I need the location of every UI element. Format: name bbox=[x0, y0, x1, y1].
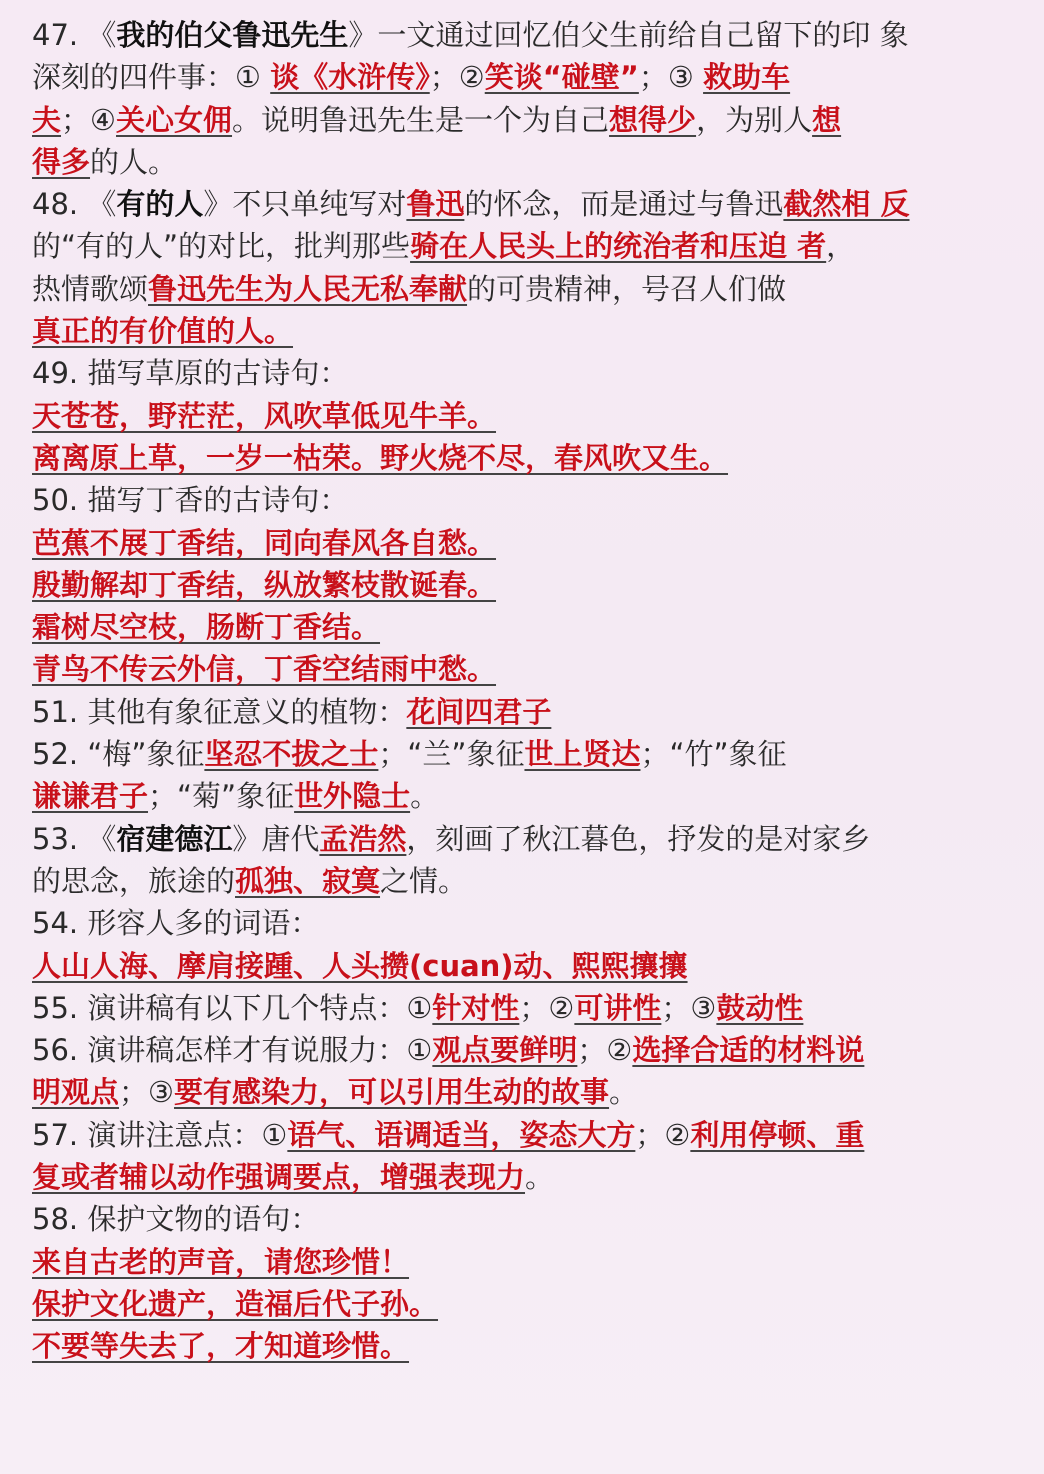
note-line bbox=[32, 310, 1022, 352]
answer-text: 利用停顿、重 bbox=[690, 1117, 865, 1152]
work-title: 宿建德江 bbox=[116, 821, 233, 856]
question-text: ；② bbox=[577, 1033, 633, 1068]
question-text: 58. 保护文物的语句： bbox=[32, 1202, 320, 1237]
answer-text: 得多 bbox=[32, 144, 91, 179]
note-line bbox=[32, 902, 1022, 944]
question-text: 之情。 bbox=[380, 863, 468, 898]
question-text: ；“竹”象征 bbox=[640, 737, 787, 772]
question-text: ；② bbox=[429, 60, 485, 95]
note-line bbox=[32, 860, 1022, 902]
answer-text: 鲁迅先生为人民无私奉献 bbox=[148, 271, 468, 306]
answer-text: 真正的有价值的人。 bbox=[32, 314, 294, 349]
answer-text: 复或者辅以动作强调要点，增强表现力 bbox=[32, 1160, 526, 1195]
answer-text: 想得少 bbox=[609, 102, 697, 137]
note-line bbox=[32, 183, 1022, 225]
answer-text: 世上贤达 bbox=[524, 737, 641, 772]
question-text: 。说明鲁迅先生是一个为自己 bbox=[232, 102, 610, 137]
answer-text: 天苍苍，野茫茫，风吹草低见牛羊。 bbox=[32, 398, 497, 433]
question-text: 48. 《 bbox=[32, 187, 117, 222]
answer-text: 关心女佣 bbox=[116, 102, 233, 137]
question-text: ；③ bbox=[661, 990, 717, 1025]
note-line bbox=[32, 352, 1022, 394]
question-text: 51. 其他有象征意义的植物： bbox=[32, 694, 407, 729]
question-text: 56. 演讲稿怎样才有说服力：① bbox=[32, 1033, 433, 1068]
answer-text: 要有感染力，可以引用生动的故事 bbox=[174, 1075, 610, 1110]
answer-text: 夫 bbox=[32, 102, 62, 137]
note-line bbox=[32, 1156, 1022, 1198]
question-text: 54. 形容人多的词语： bbox=[32, 906, 320, 941]
question-text: 57. 演讲注意点：① bbox=[32, 1117, 288, 1152]
note-line bbox=[32, 945, 1022, 987]
answer-text: 青鸟不传云外信，丁香空结雨中愁。 bbox=[32, 652, 497, 687]
answer-text: 离离原上草，一岁一枯荣。野火烧不尽，春风吹又生。 bbox=[32, 440, 729, 475]
question-text: 深刻的四件事：① bbox=[32, 60, 271, 95]
question-text: 50. 描写丁香的古诗句： bbox=[32, 483, 349, 518]
answer-text: 明观点 bbox=[32, 1075, 120, 1110]
question-text: 》一文通过回忆伯父生前给自己留下的印 象 bbox=[348, 18, 909, 52]
question-text: 热情歌颂 bbox=[32, 271, 149, 306]
question-text: ；④ bbox=[61, 102, 117, 137]
question-text: ；② bbox=[635, 1117, 691, 1152]
note-line bbox=[32, 225, 1022, 267]
answer-text: 保护文化遗产，造福后代子孙。 bbox=[32, 1286, 439, 1321]
answer-text: 鲁迅 bbox=[406, 187, 465, 222]
note-line bbox=[32, 1241, 1022, 1283]
note-line bbox=[32, 987, 1022, 1029]
work-title: 有的人 bbox=[116, 187, 204, 222]
answer-text: 选择合适的材料说 bbox=[632, 1033, 865, 1068]
note-line bbox=[32, 733, 1022, 775]
answer-text: 霜树尽空枝，肠断丁香结。 bbox=[32, 610, 381, 645]
note-line bbox=[32, 648, 1022, 690]
note-line bbox=[32, 564, 1022, 606]
answer-text: 世外隐士 bbox=[294, 779, 411, 814]
question-text: ；③ bbox=[638, 60, 704, 95]
note-line bbox=[32, 1114, 1022, 1156]
answer-text: 孤独、寂寞 bbox=[235, 863, 381, 898]
notes-content bbox=[32, 14, 1022, 1368]
answer-text: 语气、语调适当，姿态大方 bbox=[287, 1117, 636, 1152]
question-text: 52. “梅”象征 bbox=[32, 737, 205, 772]
question-text: 55. 演讲稿有以下几个特点：① bbox=[32, 990, 433, 1025]
question-text: 53. 《 bbox=[32, 821, 117, 856]
answer-text: 笑谈“碰壁” bbox=[484, 60, 639, 95]
answer-text: 谈《水浒传》 bbox=[270, 60, 430, 95]
answer-text: 人山人海、摩肩接踵、人头攒(cuan)动、熙熙攘攘 bbox=[32, 948, 688, 983]
note-line bbox=[32, 1029, 1022, 1071]
answer-text: 坚忍不拔之士 bbox=[204, 737, 379, 772]
note-line bbox=[32, 522, 1022, 564]
note-line bbox=[32, 775, 1022, 817]
answer-text: 骑在人民头上的统治者和压迫 者 bbox=[410, 229, 827, 264]
question-text: ，刻画了秋江暮色，抒发的是对家乡 bbox=[406, 821, 871, 856]
question-text: 的人。 bbox=[90, 144, 178, 179]
question-text: 47. 《 bbox=[32, 18, 117, 52]
answer-text: 芭蕉不展丁香结，同向春风各自愁。 bbox=[32, 525, 497, 560]
question-text: ；③ bbox=[119, 1075, 175, 1110]
answer-text: 来自古老的声音，请您珍惜！ bbox=[32, 1244, 410, 1279]
answer-text: 救助车 bbox=[703, 60, 791, 95]
answer-text: 截然相 反 bbox=[783, 187, 910, 222]
note-line bbox=[32, 56, 1022, 98]
note-line bbox=[32, 1198, 1022, 1240]
note-line bbox=[32, 14, 1022, 56]
note-line bbox=[32, 268, 1022, 310]
note-line bbox=[32, 691, 1022, 733]
answer-text: 谦谦君子 bbox=[32, 779, 149, 814]
note-line bbox=[32, 1325, 1022, 1367]
note-line bbox=[32, 479, 1022, 521]
work-title: 我的伯父鲁迅先生 bbox=[116, 18, 349, 52]
question-text: 的可贵精神，号召人们做 bbox=[467, 271, 787, 306]
answer-text: 可讲性 bbox=[574, 990, 662, 1025]
answer-text: 不要等失去了，才知道珍惜。 bbox=[32, 1329, 410, 1364]
question-text: ；② bbox=[519, 990, 575, 1025]
question-text: 》不只单纯写对 bbox=[203, 187, 407, 222]
note-line bbox=[32, 99, 1022, 141]
question-text: 。 bbox=[525, 1160, 555, 1195]
note-line bbox=[32, 1283, 1022, 1325]
note-line bbox=[32, 1071, 1022, 1113]
question-text: 的“有的人”的对比，批判那些 bbox=[32, 229, 411, 264]
note-line bbox=[32, 818, 1022, 860]
question-text: 。 bbox=[609, 1075, 639, 1110]
note-line bbox=[32, 437, 1022, 479]
note-line bbox=[32, 606, 1022, 648]
note-line bbox=[32, 141, 1022, 183]
answer-text: 花间四君子 bbox=[406, 694, 552, 729]
question-text: ；“菊”象征 bbox=[148, 779, 295, 814]
answer-text: 殷勤解却丁香结，纵放繁枝散诞春。 bbox=[32, 567, 497, 602]
question-text: 》唐代 bbox=[232, 821, 320, 856]
question-text: ，为别人 bbox=[696, 102, 813, 137]
question-text: ， bbox=[826, 229, 856, 264]
question-text: 49. 描写草原的古诗句： bbox=[32, 356, 349, 391]
question-text: 的思念，旅途的 bbox=[32, 863, 236, 898]
answer-text: 孟浩然 bbox=[319, 821, 407, 856]
note-line bbox=[32, 395, 1022, 437]
answer-text: 鼓动性 bbox=[716, 990, 804, 1025]
answer-text: 想 bbox=[812, 102, 842, 137]
answer-text: 针对性 bbox=[432, 990, 520, 1025]
answer-text: 观点要鲜明 bbox=[432, 1033, 578, 1068]
question-text: ；“兰”象征 bbox=[378, 737, 525, 772]
question-text: 的怀念，而是通过与鲁迅 bbox=[464, 187, 784, 222]
question-text: 。 bbox=[410, 779, 440, 814]
